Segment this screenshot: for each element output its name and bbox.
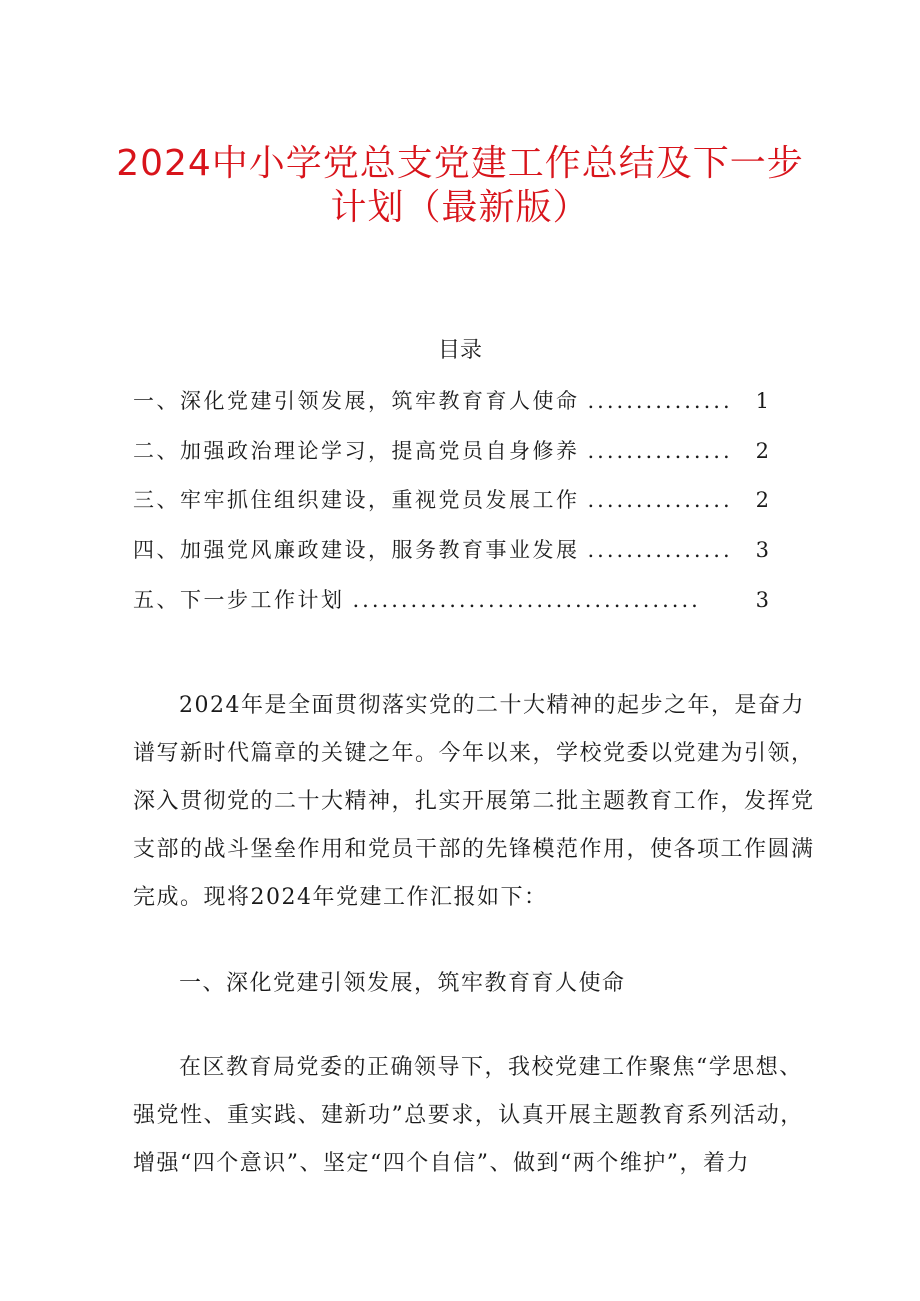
- toc-heading: 目录: [437, 338, 482, 363]
- intro-paragraph: [133, 682, 815, 922]
- paragraph-line: 在区教育局党委的正确领导下，我校党建工作聚焦“学思想、: [179, 1055, 803, 1080]
- toc-item[interactable]: [133, 436, 769, 466]
- toc-page-number: 3: [755, 588, 769, 612]
- paragraph-line: 谱写新时代篇章的关键之年。今年以来，学校党委以党建为引领，: [133, 741, 815, 766]
- section-paragraph: [133, 1044, 804, 1188]
- toc-item[interactable]: [133, 386, 769, 416]
- paragraph-line: 增强“四个意识”、坚定“四个自信”、做到“两个维护”，着力: [133, 1151, 750, 1176]
- toc-page-number: 3: [755, 538, 769, 562]
- toc-leader-dots: ...............: [587, 389, 733, 413]
- toc-item[interactable]: [133, 535, 769, 565]
- toc-leader-dots: ...............: [587, 488, 733, 512]
- document-title-line-2: 计划（最新版）: [330, 187, 590, 228]
- paragraph-line: 2024年是全面贯彻落实党的二十大精神的起步之年，是奋力: [179, 693, 805, 718]
- toc-leader-dots: ...............: [587, 439, 733, 463]
- paragraph-line: 深入贯彻党的二十大精神，扎实开展第二批主题教育工作，发挥党: [133, 789, 815, 814]
- toc-item[interactable]: [133, 585, 769, 615]
- toc-leader-dots: ....................................: [352, 588, 701, 612]
- toc-page-number: 2: [755, 439, 769, 463]
- toc-item-text: 四、加强党风廉政建设，服务教育事业发展: [133, 538, 580, 562]
- toc-page-number: 1: [755, 389, 769, 413]
- toc-leader-dots: ...............: [587, 538, 733, 562]
- paragraph-line: 强党性、重实践、建新功”总要求，认真开展主题教育系列活动，: [133, 1103, 804, 1128]
- toc-item-text: 五、下一步工作计划: [133, 588, 345, 612]
- section-heading: 一、深化党建引领发展，筑牢教育育人使命: [179, 971, 626, 996]
- paragraph-line: 支部的战斗堡垒作用和党员干部的先锋模范作用，使各项工作圆满: [133, 837, 815, 862]
- paragraph-line: 完成。现将2024年党建工作汇报如下：: [133, 885, 548, 910]
- toc-page-number: 2: [755, 488, 769, 512]
- document-title-line-1: 2024中小学党总支党建工作总结及下一步: [116, 143, 804, 184]
- toc-item[interactable]: [133, 485, 769, 515]
- toc-item-text: 一、深化党建引领发展，筑牢教育育人使命: [133, 389, 580, 413]
- toc-item-text: 三、牢牢抓住组织建设，重视党员发展工作: [133, 488, 580, 512]
- toc-item-text: 二、加强政治理论学习，提高党员自身修养: [133, 439, 580, 463]
